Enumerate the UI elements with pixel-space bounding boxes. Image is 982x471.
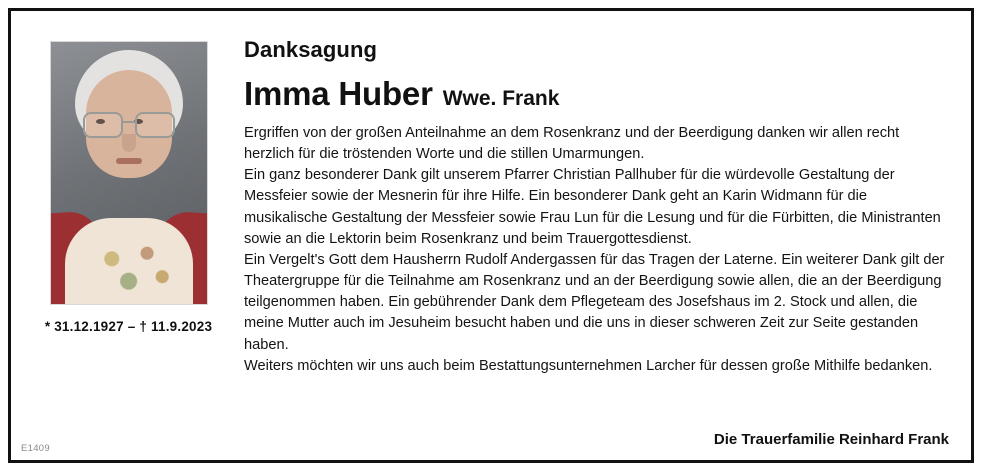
deceased-name: Imma Huber	[244, 75, 433, 112]
portrait-photo	[50, 41, 208, 305]
scarf-shape	[65, 218, 193, 304]
notice-kicker: Danksagung	[244, 37, 378, 62]
mouth-shape	[116, 158, 142, 164]
scarf-pattern	[95, 242, 179, 298]
notice-paragraph: Ein ganz besonderer Dank gilt unserem Pfarrer Christian Pallhuber für die würdevolle Gestaltung der Messfeier sowie der Mesnerin für ihre Hilfe. Ein besonderer Dank geht an Karin Widmann für die musikalische Gestaltung der Messfeier sowie Frau Lun für die Lesung und für die Fürbitten, die Ministranten sowie an die Lektorin beim Rosenkranz und beim Trauergottesdienst.	[244, 167, 941, 247]
signature-line: Die Trauerfamilie Reinhard Frank	[713, 431, 949, 448]
notice-frame	[8, 8, 974, 463]
text-column	[226, 25, 951, 450]
deceased-name-suffix: Wwe. Frank	[442, 87, 560, 110]
portrait-column	[31, 25, 226, 450]
glasses-shape	[83, 112, 175, 134]
life-dates: * 31.12.1927 – † 11.9.2023	[44, 319, 213, 334]
notice-paragraph: Weiters möchten wir uns auch beim Bestattungsunternehmen Larcher für dessen große Mithilfe bedanken.	[244, 357, 933, 374]
name-line	[244, 75, 951, 113]
notice-paragraph: Ein Vergelt's Gott dem Hausherrn Rudolf Andergassen für das Tragen der Laterne. Ein weiterer Dank gilt der Theatergruppe für die Teilnahme am Rosenkranz und an der Beerdigung sowie allen, die an der Beerdigung teilgenommen haben. Ein gebührender Dank dem Pflegeteam des Josefshaus im 2. Stock und allen, die meine Mutter auch im Jesuheim besucht haben und die uns in dieser schweren Zeit zur Seite gestanden haben.	[244, 251, 945, 353]
nose-shape	[122, 134, 136, 152]
reference-code: E1409	[21, 443, 50, 454]
lens-right-shape	[135, 112, 175, 138]
lens-left-shape	[83, 112, 123, 138]
notice-body	[244, 123, 951, 377]
notice-paragraph: Ergriffen von der großen Anteilnahme an dem Rosenkranz und der Beerdigung danken wir allen recht herzlich für die tröstenden Worte und die stillen Umarmungen.	[244, 125, 900, 163]
